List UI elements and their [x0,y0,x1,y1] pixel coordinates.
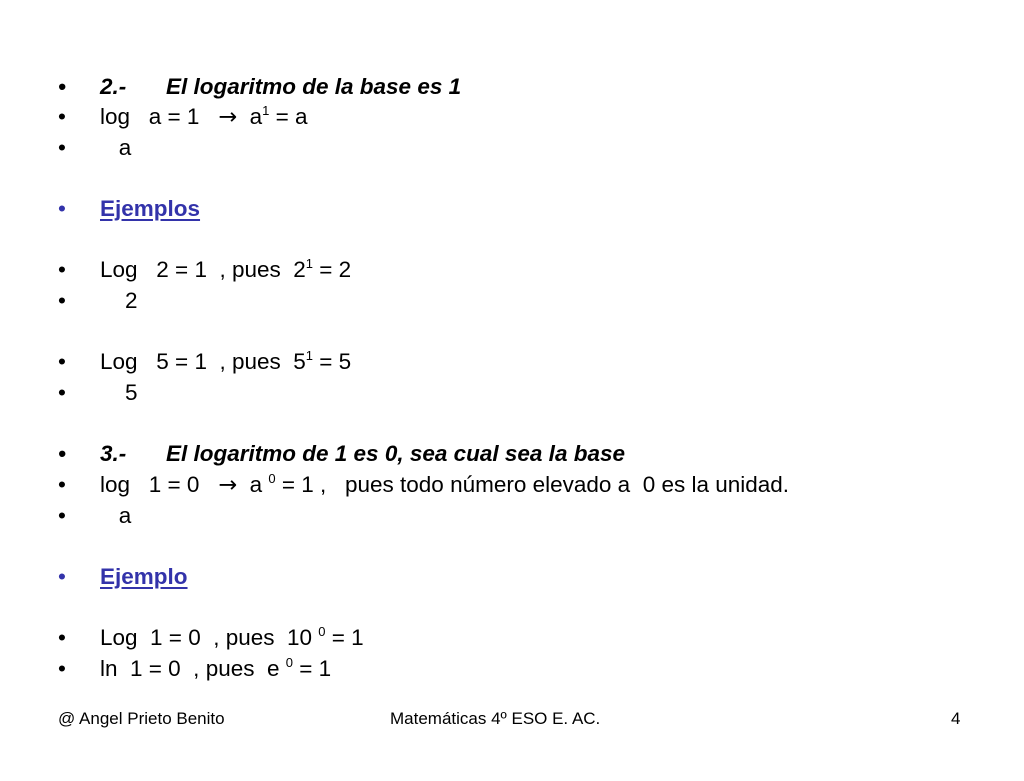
footer-course: Matemáticas 4º ESO E. AC. [390,709,601,728]
footer-page-number: 4 [951,709,961,728]
exponent: 0 [318,623,326,639]
bullet: • [58,656,66,681]
footer-author: @ Angel Prieto Benito [58,709,225,728]
bullet: • [58,564,66,589]
formula-part: Log 2 = 1 , pues 2 [100,257,306,282]
example-label: Ejemplo [100,564,188,589]
formula-part: ln 1 = 0 , pues e [100,656,286,681]
formula-part: a [237,472,269,497]
base-subscript-line [58,377,138,409]
formula-part: = 1 [292,656,332,681]
bullet: • [58,288,66,313]
formula-part: a [237,104,263,129]
formula-line [58,469,790,501]
bullet: • [58,441,66,466]
exponent: 1 [305,347,314,363]
formula-part: Log 1 = 0 , pues 10 [100,625,319,650]
base-subscript: a [100,135,132,160]
formula-part: Log 5 = 1 , pues 5 [100,349,306,374]
bullet: • [58,257,66,282]
example-line [58,254,352,286]
heading-property-2 [58,71,462,103]
bullet: • [58,472,66,497]
base-subscript-line [58,500,132,532]
example-heading [58,561,188,593]
example-line [58,622,364,654]
bullet: • [58,135,66,160]
bullet: • [58,74,66,99]
formula-part: = 2 [313,257,352,282]
exponent: 0 [268,470,276,486]
formula-part: log 1 = 0 [100,472,219,497]
heading-property-3 [58,438,625,470]
bullet: • [58,625,66,650]
base-subscript: 2 [100,288,138,313]
exponent: 1 [305,255,314,271]
arrow-right-icon: → [218,104,238,130]
bullet: • [58,349,66,374]
example-line [58,346,352,378]
exponent: 0 [285,654,293,670]
formula-part: = 1 [325,625,364,650]
heading-number: 2.- [100,74,127,99]
formula-part: = 1 , pues todo número elevado a 0 es la unidad. [275,472,790,497]
examples-label: Ejemplos [100,196,201,221]
formula-part: = 5 [313,349,352,374]
bullet: • [58,503,66,528]
example-line [58,653,332,685]
base-subscript: a [100,503,132,528]
formula-part: log a = 1 [100,104,219,129]
base-subscript: 5 [100,380,138,405]
heading-number: 3.- [100,441,127,466]
formula-part: = a [269,104,308,129]
bullet: • [58,196,66,221]
examples-heading [58,193,201,225]
heading-text: El logaritmo de la base es 1 [166,74,462,99]
heading-text: El logaritmo de 1 es 0, sea cual sea la base [166,441,625,466]
formula-line [58,101,308,133]
bullet: • [58,380,66,405]
arrow-right-icon: → [218,472,238,498]
base-subscript-line [58,285,138,317]
exponent: 1 [262,102,270,118]
bullet: • [58,104,66,129]
base-subscript-line [58,132,132,164]
